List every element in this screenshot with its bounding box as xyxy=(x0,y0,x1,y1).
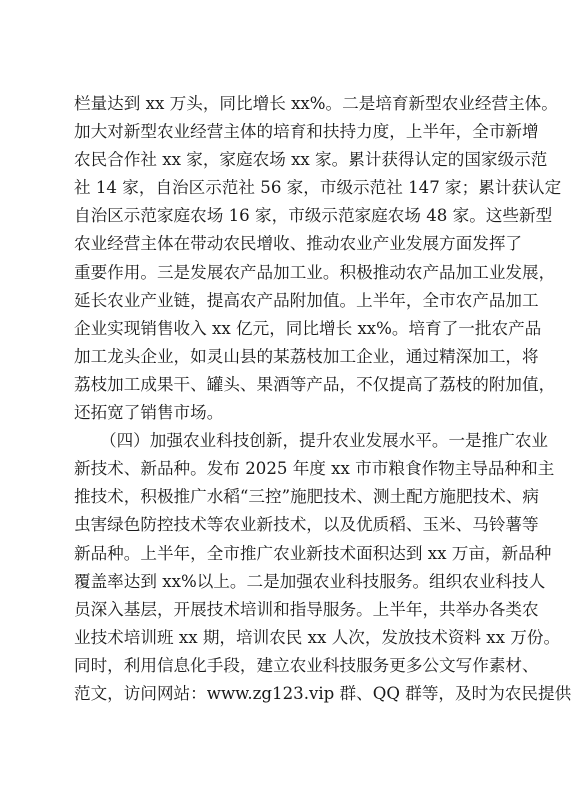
text-line: 新技术、新品种。发布 2025 年度 xx 市市粮食作物主导品种和主 xyxy=(74,459,555,479)
text-line: 农民合作社 xx 家，家庭农场 xx 家。累计获得认定的国家级示范 xyxy=(74,150,548,170)
text-line: 加大对新型农业经营主体的培育和扶持力度，上半年，全市新增 xyxy=(74,122,539,142)
text-line: 社 14 家，自治区示范社 56 家，市级示范社 147 家；累计获认定 xyxy=(74,178,562,198)
text-line: 重要作用。三是发展农产品加工业。积极推动农产品加工业发展， xyxy=(74,262,556,282)
text-line: 企业实现销售收入 xx 亿元，同比增长 xx%。培育了一批农产品 xyxy=(74,318,542,338)
text-line: 虫害绿色防控技术等农业新技术，以及优质稻、玉米、马铃薯等 xyxy=(74,515,539,535)
body-text xyxy=(74,90,571,708)
text-line: 农业经营主体在带动农民增收、推动农业产业发展方面发挥了 xyxy=(74,234,523,254)
text-line: 栏量达到 xx 万头，同比增长 xx%。二是培育新型农业经营主体。 xyxy=(74,94,558,113)
text-line: 自治区示范家庭农场 16 家，市级示范家庭农场 48 家。这些新型 xyxy=(74,206,553,226)
text-line: 覆盖率达到 xx%以上。二是加强农业科技服务。组织农业科技人 xyxy=(74,571,546,591)
paragraph-end-line: 还拓宽了销售市场。 xyxy=(74,403,224,423)
text-line: 荔枝加工成果干、罐头、果酒等产品，不仅提高了荔枝的附加值， xyxy=(74,374,556,394)
text-line: 员深入基层，开展技术培训和指导服务。上半年，共举办各类农 xyxy=(74,599,539,619)
text-line: 业技术培训班 xx 期，培训农民 xx 人次，发放技术资料 xx 万份。 xyxy=(74,627,561,647)
text-line: 范文，访问网站：www.zg123.vip 群、QQ 群等，及时为农民提供 xyxy=(74,683,571,703)
section-heading-line: （四）加强农业科技创新，提升农业发展水平。一是推广农业 xyxy=(100,431,549,451)
text-line: 推技术，积极推广水稻“三控”施肥技术、测土配方施肥技术、病 xyxy=(74,487,539,507)
text-line: 同时，利用信息化手段，建立农业科技服务更多公文写作素材、 xyxy=(74,655,539,675)
text-line: 加工龙头企业，如灵山县的某荔枝加工企业，通过精深加工，将 xyxy=(74,346,539,366)
text-line: 延长农业产业链，提高农产品附加值。上半年，全市农产品加工 xyxy=(74,290,539,310)
text-line: 新品种。上半年，全市推广农业新技术面积达到 xx 万亩，新品种 xyxy=(74,543,552,563)
